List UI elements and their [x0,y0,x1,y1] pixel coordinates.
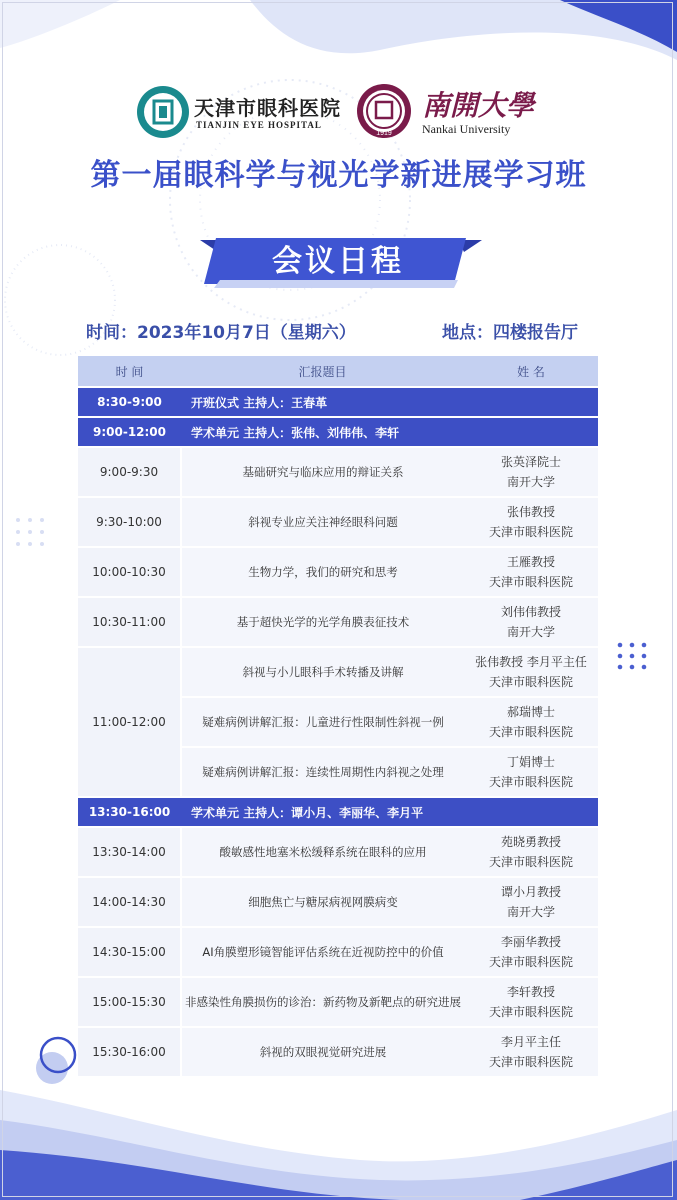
banner-title: 会议日程 [272,244,404,279]
table-row [78,977,598,1027]
speaker-name: 李月平主任 [500,1035,561,1049]
speaker-cell [464,977,598,1027]
talk-topic: 生物力学，我们的研究和思考 [181,547,464,597]
header-speaker: 姓 名 [464,356,598,387]
speaker-affiliation: 天津市眼科医院 [488,1055,573,1069]
speaker-affiliation: 天津市眼科医院 [488,1005,573,1019]
talk-topic: 疑难病例讲解汇报：连续性周期性内斜视之处理 [181,747,464,797]
speaker-name: 苑晓勇教授 [500,835,561,849]
table-row [78,927,598,977]
session-time: 10:00-10:30 [78,547,181,597]
section-time: 9:00-12:00 [78,417,181,447]
section-title: 学术单元 主持人：张伟、刘伟伟、李轩 [181,417,598,447]
talk-topic: 非感染性角膜损伤的诊治：新药物及新靶点的研究进展 [181,977,464,1027]
schedule-body [78,387,598,1077]
table-row [78,597,598,647]
page-title: 第一届眼科学与视光学新进展学习班 [90,158,587,193]
talk-topic: AI角膜塑形镜智能评估系统在近视防控中的价值 [181,927,464,977]
session-time: 14:30-15:00 [78,927,181,977]
speaker-cell [464,827,598,877]
talk-topic: 细胞焦亡与糖尿病视网膜病变 [181,877,464,927]
tianjin-eye-hospital-name: 天津市眼科医院 [194,96,341,120]
speaker-name: 郝瑞博士 [506,705,555,719]
session-time: 13:30-14:00 [78,827,181,877]
speaker-cell [464,547,598,597]
speaker-name: 刘伟伟教授 [500,605,561,619]
table-row [78,497,598,547]
session-time: 14:00-14:30 [78,877,181,927]
table-row [78,877,598,927]
speaker-affiliation: 天津市眼科医院 [488,955,573,969]
section-row [78,417,598,447]
section-time: 8:30-9:00 [78,387,181,417]
nankai-university-english: Nankai University [422,122,511,136]
session-time: 10:30-11:00 [78,597,181,647]
talk-topic: 基础研究与临床应用的辩证关系 [181,447,464,497]
speaker-cell [464,647,598,697]
speaker-cell [464,877,598,927]
section-title: 开班仪式 主持人：王春革 [181,387,598,417]
speaker-name: 丁娟博士 [506,755,555,769]
nankai-university-seal [355,82,413,140]
speaker-cell [464,497,598,547]
section-row [78,797,598,827]
speaker-affiliation: 天津市眼科医院 [488,525,573,539]
talk-topic: 疑难病例讲解汇报：儿童进行性限制性斜视一例 [181,697,464,747]
speaker-name: 张伟教授 [506,505,555,519]
tianjin-eye-hospital-english: TIANJIN EYE HOSPITAL [196,120,322,130]
speaker-cell [464,927,598,977]
speaker-affiliation: 南开大学 [506,475,555,489]
talk-topic: 酸敏感性地塞米松缓释系统在眼科的应用 [181,827,464,877]
event-time: 时间：2023年10月7日（星期六） [86,323,356,343]
speaker-name: 张伟教授 李月平主任 [475,655,587,669]
session-time: 11:00-12:00 [78,647,181,797]
speaker-cell [464,447,598,497]
speaker-name: 李轩教授 [506,985,555,999]
session-time: 9:00-9:30 [78,447,181,497]
section-row [78,387,598,417]
speaker-affiliation: 南开大学 [506,625,555,639]
speaker-affiliation: 南开大学 [506,905,555,919]
speaker-affiliation: 天津市眼科医院 [488,675,573,689]
table-header-row [78,356,598,387]
talk-topic: 基于超快光学的光学角膜表征技术 [181,597,464,647]
table-row [78,827,598,877]
header-topic: 汇报题目 [181,356,464,387]
section-time: 13:30-16:00 [78,797,181,827]
speaker-cell [464,747,598,797]
speaker-name: 王雁教授 [506,555,555,569]
talk-topic: 斜视专业应关注神经眼科问题 [181,497,464,547]
session-time: 15:30-16:00 [78,1027,181,1077]
talk-topic: 斜视与小儿眼科手术转播及讲解 [181,647,464,697]
session-time: 15:00-15:30 [78,977,181,1027]
header-time: 时 间 [78,356,181,387]
talk-topic: 斜视的双眼视觉研究进展 [181,1027,464,1077]
speaker-affiliation: 天津市眼科医院 [488,725,573,739]
table-row [78,547,598,597]
speaker-cell [464,697,598,747]
speaker-affiliation: 天津市眼科医院 [488,855,573,869]
speaker-cell [464,1027,598,1077]
logo-bar [130,82,550,142]
session-time: 9:30-10:00 [78,497,181,547]
speaker-name: 谭小月教授 [500,885,561,899]
speaker-name: 李丽华教授 [500,935,561,949]
seal-year: 1919 [376,130,392,137]
event-place: 地点：四楼报告厅 [442,323,578,343]
table-row [78,647,598,697]
speaker-affiliation: 天津市眼科医院 [488,775,573,789]
speaker-name: 张英泽院士 [500,455,561,469]
table-row [78,447,598,497]
schedule-table [78,356,598,1078]
speaker-cell [464,597,598,647]
tianjin-eye-hospital-emblem [135,84,191,140]
nankai-university-name: 南開大學 [422,89,535,122]
speaker-affiliation: 天津市眼科医院 [488,575,573,589]
section-title: 学术单元 主持人：谭小月、李丽华、李月平 [181,797,598,827]
table-row [78,1027,598,1077]
